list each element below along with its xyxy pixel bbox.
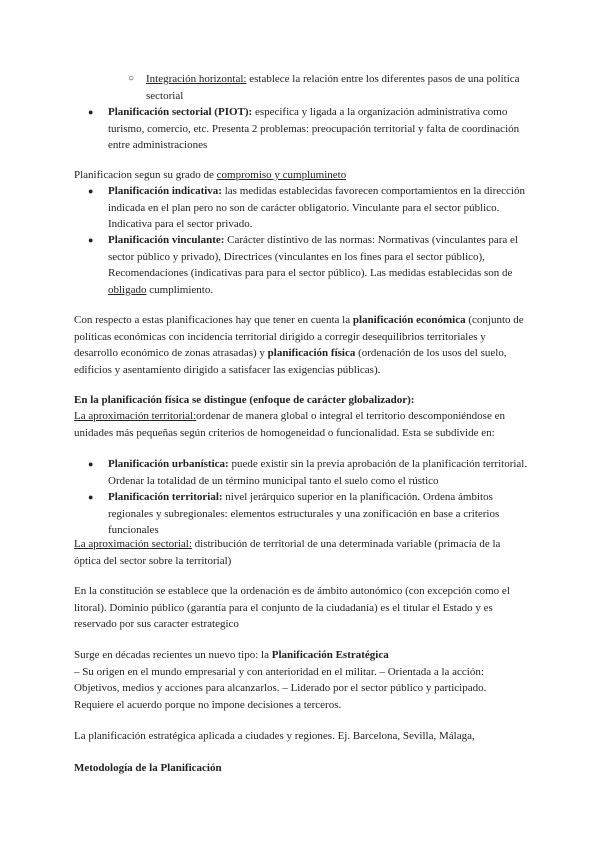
vinculante-text: Planificación vinculante: Carácter distintivo de las normas: Normativas (vinculantes para el sector público y privado), Directrices (vinculantes en los fines para el sector público), Recomendaciones (indicativas para para el sector público). Las medidas establecidas son de obligado cumplimiento. [108,234,518,296]
list-item-piot [88,104,538,154]
ciudades-paragraph: La planificación estratégica aplicada a ciudades y regiones. Ej. Barcelona, Sevilla, Málaga, [74,730,475,742]
estrategica-paragraph: Surge en décadas recientes un nuevo tipo: la Planificación Estratégica – Su origen en el mundo empresarial y con anterioridad en el militar. – Orientada a la acción: Objetivos, medios y acciones para alcanzarlos. – Liderado por el sector público y participado. Requiere el acuerdo porque no impone decisiones a terceros. [74,649,487,711]
list-item-integracion [128,71,526,104]
grado-paragraph: Planificacion segun su grado de compromiso y cumplumineto [74,169,347,181]
grado-underlined: compromiso y cumplumineto [216,169,347,181]
sectorial-label: La aproximación sectorial: [74,538,192,550]
sectorial-paragraph: La aproximación sectorial: distribución de territorial de una determinada variable (primacía de la óptica del sector sobre la territorial) [74,538,501,567]
vinculante-underlined: obligado [108,283,147,296]
bullet-icon: ● [88,235,94,245]
estrategica-label: Planificación Estratégica [271,649,389,661]
indicativa-label: Planificación indicativa: [108,185,222,197]
territorial-paragraph: La aproximación territorial:ordenar de manera global o integral el territorio descomponiéndose en unidades más pequeñas según criterios de homogeneidad o funcionalidad. Esta se subdivide en: [74,410,505,439]
list-item-indicativa [88,183,538,233]
territorial-label: La aproximación territorial: [74,410,197,422]
bullet-icon: ● [88,107,94,117]
integracion-label: Integración horizontal: [146,73,247,85]
piot-label: Planificación sectorial (PIOT): [108,106,253,118]
circle-bullet-icon: ○ [128,73,135,84]
metodologia-heading: Metodología de la Planificación [74,762,222,774]
pterritorial-text: Planificación territorial: nivel jerárquico superior en la planificación. Ordena ámbitos regionales y subregionales: elementos estructurales y una zonificación en base a criterios funcionales [108,491,500,537]
constitucion-paragraph: En la constitución se establece que la ordenación es de ámbito autonómico (con excepción como el litoral). Dominio público (garantía para el conjunto de la ciudadanía) es el titular el Estado y es reservado por sus caracter estrategico [74,585,510,631]
urbanistica-label: Planificación urbanística: [108,458,229,470]
fisica-heading: En la planificación física se distingue (enfoque de carácter globalizador): [74,394,415,406]
respecto-paragraph: Con respecto a estas planificaciones hay que tener en cuenta la planificación económica (conjunto de políticas económicas con incidencia territorial dirigido a corregir desequilibrios territoriales y desarrollo económico de zonas atrasadas) y planificación física (ordenación de los usos del suelo, edificios y asentamiento dirigido a satisfacer las exigencias públicas). [74,314,524,376]
list-item-vinculante [88,232,538,298]
list-item-urbanistica [88,456,538,489]
planificacion-fisica: planificación física [267,347,356,360]
bullet-icon: ● [88,186,94,196]
list-item-pterritorial [88,489,538,539]
pterritorial-label: Planificación territorial: [108,491,223,503]
piot-text: Planificación sectorial (PIOT): especifica y ligada a la organización administrativa como turismo, comercio, etc. Presenta 2 problemas: preocupación territorial y falta de coordinación entre administraciones [108,106,520,152]
integracion-text: Integración horizontal: establece la relación entre los diferentes pasos de una política sectorial [146,73,520,102]
urbanistica-text: Planificación urbanística: puede existir sin la previa aprobación de la planificación territorial. Ordenar la totalidad de un término municipal tanto el suelo como el rústico [108,458,528,487]
indicativa-text: Planificación indicativa: las medidas establecidas favorecen comportamientos en la dirección indicada en el plan pero no son de carácter obligatorio. Vinculante para el sector público. Indicativa para el sector privado. [108,185,525,231]
bullet-icon: ● [88,459,94,469]
vinculante-label: Planificación vinculante: [108,234,225,246]
planificacion-economica: planificación económica [352,314,466,326]
bullet-icon: ● [88,492,94,502]
